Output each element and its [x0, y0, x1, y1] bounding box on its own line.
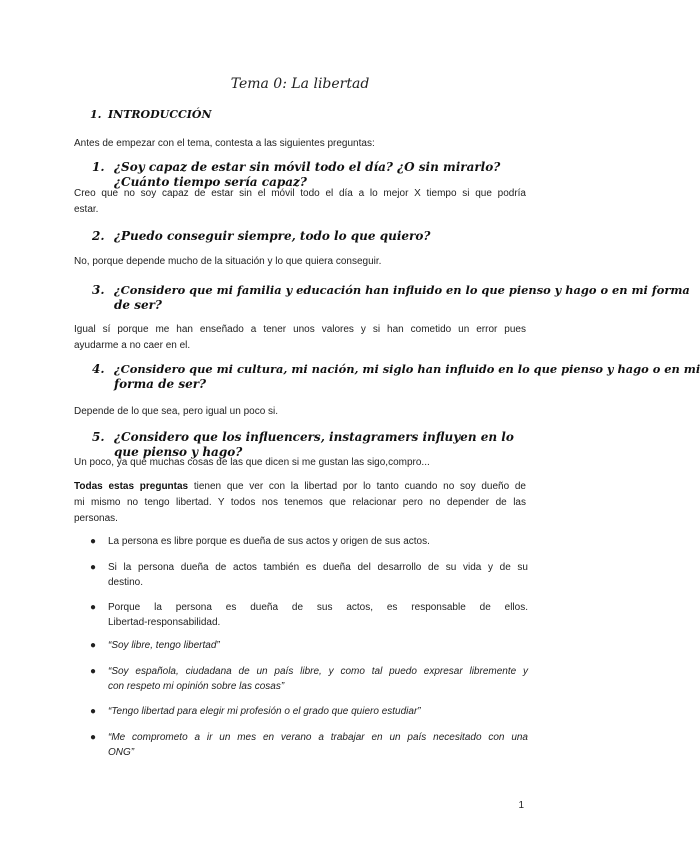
- bullet-text-block: [108, 664, 528, 694]
- answer-line: estar.: [74, 204, 99, 215]
- section-label: INTRODUCCIÓN: [108, 108, 212, 121]
- bullet-text: ONG”: [108, 747, 135, 758]
- bullet-text: con respeto mi opinión sobre las cosas”: [108, 681, 285, 692]
- question-text-block: [114, 283, 690, 313]
- question-3: [92, 283, 690, 315]
- answer-line: Depende de lo que sea, pero igual un poco si.: [74, 406, 279, 417]
- bullet-text-block: [108, 600, 528, 630]
- question-number: 1.: [92, 160, 105, 174]
- question-text-block: [114, 362, 700, 392]
- page-number: 1: [518, 800, 524, 811]
- answer-4: [74, 404, 526, 420]
- bullet-text-block: [108, 534, 528, 549]
- answer-line: Creo que no soy capaz de estar sin el móvil todo el día a lo mejor X tiempo si que podría: [74, 188, 526, 199]
- section-heading: [90, 108, 212, 121]
- question-number: 4.: [92, 362, 105, 376]
- page-title: Tema 0: La libertad: [230, 76, 370, 92]
- summary-line: personas.: [74, 513, 118, 524]
- intro-paragraph: Antes de empezar con el tema, contesta a las siguientes preguntas:: [74, 138, 375, 149]
- bullet-dot: ●: [90, 602, 97, 613]
- bullet-text-block: [108, 560, 528, 590]
- bullet-dot: ●: [90, 706, 97, 717]
- question-text: ¿Puedo conseguir siempre, todo lo que quiero?: [114, 229, 431, 243]
- answer-2: [74, 254, 526, 270]
- answer-3: [74, 322, 526, 354]
- summary-bold: Todas estas preguntas: [74, 481, 189, 492]
- question-text: de ser?: [114, 298, 162, 312]
- question-text: ¿Considero que mi familia y educación han influido en lo que pienso y hago o en mi forma: [114, 283, 690, 297]
- answer-5: [74, 455, 526, 471]
- bullet-text-block: [108, 638, 528, 653]
- question-number: 3.: [92, 283, 105, 297]
- bullet-dot: ●: [90, 732, 97, 743]
- summary-text: tienen que ver con la libertad por lo tanto cuando no soy dueño de: [188, 481, 526, 492]
- question-number: 5.: [92, 430, 105, 444]
- summary-paragraph: [74, 479, 526, 527]
- question-2: [92, 229, 532, 245]
- bullet-text: “Soy española, ciudadana de un país libre, y como tal puedo expresar libremente y: [108, 666, 528, 677]
- question-number: 2.: [92, 229, 105, 243]
- question-4: [92, 362, 700, 394]
- answer-line: Igual sí porque me han enseñado a tener unos valores y si han cometido un error pues: [74, 324, 526, 335]
- bullet-text: La persona es libre porque es dueña de sus actos y origen de sus actos.: [108, 536, 430, 547]
- bullet-text-block: [108, 730, 528, 760]
- summary-line: mi mismo no tengo libertad. Y todos nos tenemos que relacionar pero no depender de las: [74, 497, 526, 508]
- bullet-text: Porque la persona es dueña de sus actos, es responsable de ellos.: [108, 602, 528, 613]
- bullet-dot: ●: [90, 536, 97, 547]
- answer-line: ayudarme a no caer en el.: [74, 340, 191, 351]
- section-number: 1.: [90, 108, 102, 121]
- question-text: forma de ser?: [114, 377, 207, 391]
- answer-1: [74, 186, 526, 218]
- bullet-text: Libertad-responsabilidad.: [108, 617, 221, 628]
- answer-line: Un poco, ya que muchas cosas de las que dicen si me gustan las sigo,compro...: [74, 457, 430, 468]
- bullet-text: “Tengo libertad para elegir mi profesión o el grado que quiero estudiar”: [108, 706, 421, 717]
- bullet-dot: ●: [90, 640, 97, 651]
- question-1: [92, 160, 532, 189]
- answer-line: No, porque depende mucho de la situación y lo que quiera conseguir.: [74, 256, 382, 267]
- bullet-dot: ●: [90, 666, 97, 677]
- bullet-text: Si la persona dueña de actos también es dueña del desarrollo de su vida y de su: [108, 562, 528, 573]
- question-text: ¿Soy capaz de estar sin móvil todo el día? ¿O sin mirarlo? ¿Cuánto tiempo sería capaz?: [114, 160, 501, 189]
- bullet-dot: ●: [90, 562, 97, 573]
- question-text: ¿Considero que los influencers, instagramers influyen en lo que pienso y hago?: [114, 430, 514, 459]
- bullet-text: “Soy libre, tengo libertad”: [108, 640, 220, 651]
- bullet-text: destino.: [108, 577, 144, 588]
- bullet-text-block: [108, 704, 528, 719]
- bullet-text: “Me comprometo a ir un mes en verano a trabajar en un país necesitado con una: [108, 732, 528, 743]
- summary-line: [74, 479, 526, 495]
- question-5: [92, 430, 532, 459]
- question-text: ¿Considero que mi cultura, mi nación, mi siglo han influido en lo que pienso y hago o en mi: [114, 362, 700, 376]
